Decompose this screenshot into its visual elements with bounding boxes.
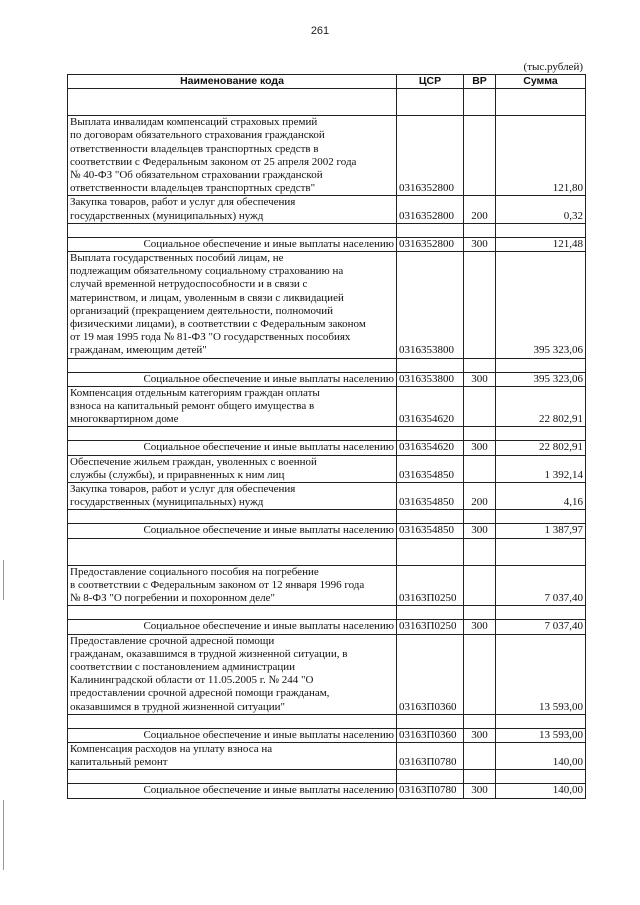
spacer-cell (68, 770, 397, 784)
row-name-cell: Социальное обеспечение и иные выплаты населению (68, 441, 397, 455)
row-vr-cell: 300 (464, 237, 496, 251)
spacer-cell (68, 714, 397, 728)
row-vr-cell (464, 386, 496, 427)
row-name-cell: Социальное обеспечение и иные выплаты населению (68, 237, 397, 251)
spacer-cell (68, 510, 397, 524)
spacer-cell (464, 427, 496, 441)
row-csr-cell: 0316352800 (397, 116, 464, 196)
row-sum-cell: 13 593,00 (496, 634, 586, 714)
spacer-cell (464, 510, 496, 524)
row-name-cell: Социальное обеспечение и иные выплаты населению (68, 728, 397, 742)
spacer-cell (397, 358, 464, 372)
row-sum-cell: 395 323,06 (496, 252, 586, 359)
header-sum: Сумма (496, 75, 586, 89)
row-vr-cell: 300 (464, 784, 496, 798)
row-sum-cell: 7 037,40 (496, 565, 586, 606)
row-vr-cell: 300 (464, 372, 496, 386)
spacer-row (68, 714, 586, 728)
table-row (68, 565, 586, 606)
spacer-cell (397, 770, 464, 784)
spacer-row (68, 358, 586, 372)
spacer-row (68, 538, 586, 565)
row-vr-cell: 200 (464, 483, 496, 510)
spacer-row (68, 510, 586, 524)
spacer-cell (68, 89, 397, 116)
spacer-cell (496, 714, 586, 728)
header-vr: ВР (464, 75, 496, 89)
row-sum-cell: 4,16 (496, 483, 586, 510)
row-vr-cell (464, 565, 496, 606)
row-sum-cell: 121,48 (496, 237, 586, 251)
spacer-row (68, 427, 586, 441)
row-vr-cell: 300 (464, 620, 496, 634)
row-name-cell: Закупка товаров, работ и услуг для обеспечения государственных (муниципальных) нужд (68, 196, 397, 223)
row-name-cell: Обеспечение жильем граждан, уволенных с военной службы (службы), и приравненных к ним лиц (68, 455, 397, 482)
spacer-cell (68, 358, 397, 372)
row-vr-cell (464, 116, 496, 196)
table-row (68, 784, 586, 798)
scan-edge-mark (3, 560, 4, 600)
spacer-cell (464, 538, 496, 565)
row-sum-cell: 22 802,91 (496, 386, 586, 427)
table-body (68, 89, 586, 798)
row-sum-cell: 395 323,06 (496, 372, 586, 386)
row-csr-cell: 0316354620 (397, 441, 464, 455)
row-vr-cell: 300 (464, 728, 496, 742)
row-csr-cell: 03163П0780 (397, 784, 464, 798)
spacer-cell (496, 770, 586, 784)
row-csr-cell: 0316354850 (397, 524, 464, 538)
table-row (68, 742, 586, 769)
spacer-cell (397, 606, 464, 620)
spacer-cell (496, 510, 586, 524)
row-csr-cell: 03163П0360 (397, 634, 464, 714)
table-row (68, 441, 586, 455)
spacer-cell (464, 770, 496, 784)
table-row (68, 634, 586, 714)
spacer-row (68, 223, 586, 237)
spacer-cell (68, 606, 397, 620)
row-csr-cell: 0316354620 (397, 386, 464, 427)
spacer-cell (397, 714, 464, 728)
spacer-cell (397, 427, 464, 441)
spacer-cell (68, 223, 397, 237)
table-row (68, 196, 586, 223)
row-vr-cell: 300 (464, 524, 496, 538)
table-row (68, 524, 586, 538)
spacer-cell (464, 606, 496, 620)
header-name: Наименование кода (68, 75, 397, 89)
row-name-cell: Компенсация отдельным категориям граждан оплаты взноса на капитальный ремонт общего имущества в многоквартирном доме (68, 386, 397, 427)
row-name-cell: Социальное обеспечение и иные выплаты населению (68, 372, 397, 386)
row-name-cell: Социальное обеспечение и иные выплаты населению (68, 524, 397, 538)
row-csr-cell: 03163П0250 (397, 565, 464, 606)
row-vr-cell (464, 634, 496, 714)
row-vr-cell: 200 (464, 196, 496, 223)
row-name-cell: Выплата государственных пособий лицам, не подлежащим обязательному социальному страхованию на случай временной нетрудоспособности и в связи с материнством, и лицам, уволенным в связи с ликвидацией организаций (прекращением деятельности, полномочий физическими лицами), в соответствии с Федеральным законом от 19 мая 1995 года № 81-ФЗ "О государственных пособиях гражданам, имеющим детей" (68, 252, 397, 359)
spacer-cell (68, 427, 397, 441)
table-row (68, 252, 586, 359)
row-vr-cell: 300 (464, 441, 496, 455)
header-csr: ЦСР (397, 75, 464, 89)
spacer-cell (496, 358, 586, 372)
row-name-cell: Компенсация расходов на уплату взноса на капитальный ремонт (68, 742, 397, 769)
table-row (68, 372, 586, 386)
spacer-cell (397, 89, 464, 116)
row-sum-cell: 1 387,97 (496, 524, 586, 538)
table-row (68, 620, 586, 634)
row-sum-cell: 140,00 (496, 784, 586, 798)
spacer-cell (496, 427, 586, 441)
row-sum-cell: 121,80 (496, 116, 586, 196)
row-sum-cell: 22 802,91 (496, 441, 586, 455)
spacer-cell (496, 223, 586, 237)
row-csr-cell: 03163П0360 (397, 728, 464, 742)
budget-table (67, 74, 586, 799)
row-sum-cell: 7 037,40 (496, 620, 586, 634)
row-name-cell: Закупка товаров, работ и услуг для обеспечения государственных (муниципальных) нужд (68, 483, 397, 510)
row-csr-cell: 03163П0780 (397, 742, 464, 769)
spacer-row (68, 89, 586, 116)
row-vr-cell (464, 252, 496, 359)
spacer-row (68, 606, 586, 620)
table-row (68, 455, 586, 482)
row-csr-cell: 0316353800 (397, 372, 464, 386)
row-name-cell: Выплата инвалидам компенсаций страховых премий по договорам обязательного страхования гражданской ответственности владельцев транспортных средств в соответствии с Федеральным законом от 25 апреля 2002 года № 40-ФЗ "Об обязательном страховании гражданской ответственности владельцев транспортных средств" (68, 116, 397, 196)
row-vr-cell (464, 455, 496, 482)
spacer-cell (496, 538, 586, 565)
spacer-cell (397, 510, 464, 524)
row-csr-cell: 03163П0250 (397, 620, 464, 634)
table-row (68, 237, 586, 251)
row-name-cell: Предоставление срочной адресной помощи гражданам, оказавшимся в трудной жизненной ситуации, в соответствии с постановлением администрации Калининградской области от 11.05.2005 г. № 244 "О предоставлении срочной адресной помощи гражданам, оказавшимся в трудной жизненной ситуации" (68, 634, 397, 714)
table-row (68, 116, 586, 196)
spacer-cell (397, 538, 464, 565)
spacer-cell (496, 89, 586, 116)
row-csr-cell: 0316354850 (397, 483, 464, 510)
spacer-row (68, 770, 586, 784)
table-row (68, 728, 586, 742)
row-csr-cell: 0316352800 (397, 196, 464, 223)
page-number: 261 (310, 25, 330, 37)
row-name-cell: Социальное обеспечение и иные выплаты населению (68, 620, 397, 634)
row-csr-cell: 0316354850 (397, 455, 464, 482)
units-label: (тыс.рублей) (523, 61, 583, 73)
spacer-cell (464, 358, 496, 372)
row-name-cell: Социальное обеспечение и иные выплаты населению (68, 784, 397, 798)
row-csr-cell: 0316353800 (397, 252, 464, 359)
table-row (68, 483, 586, 510)
spacer-cell (464, 223, 496, 237)
spacer-cell (496, 606, 586, 620)
row-csr-cell: 0316352800 (397, 237, 464, 251)
row-sum-cell: 1 392,14 (496, 455, 586, 482)
row-vr-cell (464, 742, 496, 769)
row-sum-cell: 140,00 (496, 742, 586, 769)
scan-edge-mark (3, 800, 4, 870)
row-sum-cell: 0,32 (496, 196, 586, 223)
spacer-cell (68, 538, 397, 565)
row-name-cell: Предоставление социального пособия на погребение в соответствии с Федеральным законом от 12 января 1996 года № 8-ФЗ "О погребении и похоронном деле" (68, 565, 397, 606)
spacer-cell (464, 714, 496, 728)
spacer-cell (464, 89, 496, 116)
row-sum-cell: 13 593,00 (496, 728, 586, 742)
table-row (68, 386, 586, 427)
spacer-cell (397, 223, 464, 237)
table-header-row (68, 75, 586, 89)
